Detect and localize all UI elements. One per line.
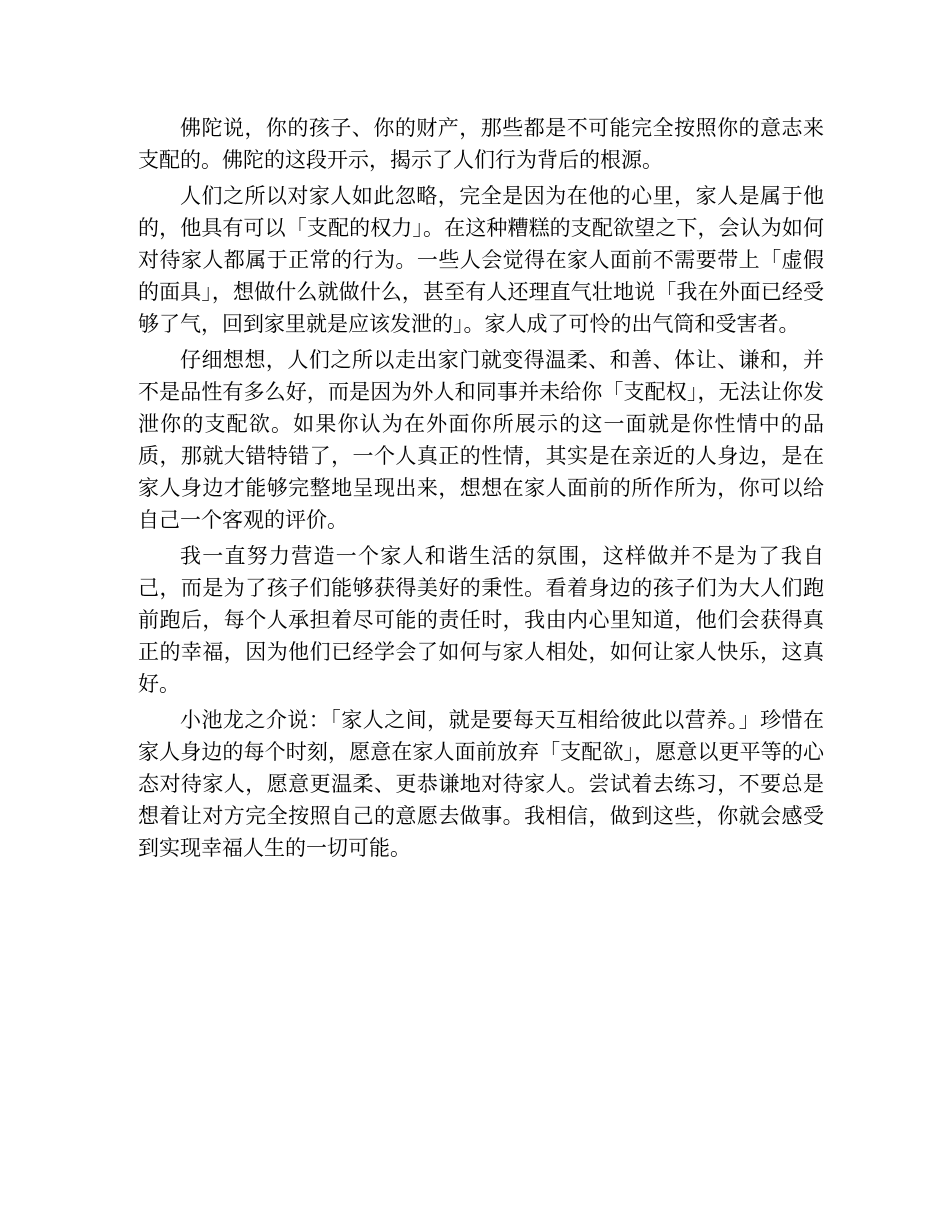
paragraph-3: 仔细想想，人们之所以走出家门就变得温柔、和善、体让、谦和，并不是品性有多么好，而是因为外人和同事并未给你「支配权」，无法让你发泄你的支配欲。如果你认为在外面你所展示的这一面就是你性情中的品质，那就大错特错了，一个人真正的性情，其实是在亲近的人身边，是在家人身边才能够完整地呈现出来，想想在家人面前的所作所为，你可以给自己一个客观的评价。 <box>138 348 824 532</box>
paragraph-5: 小池龙之介说：「家人之间，就是要每天互相给彼此以营养。」珍惜在家人身边的每个时刻，愿意在家人面前放弃「支配欲」，愿意以更平等的心态对待家人，愿意更温柔、更恭谦地对待家人。尝试着去练习，不要总是想着让对方完全按照自己的意愿去做事。我相信，做到这些，你就会感受到实现幸福人生的一切可能。 <box>138 708 824 860</box>
paragraph-1: 佛陀说，你的孩子、你的财产，那些都是不可能完全按照你的意志来支配的。佛陀的这段开示，揭示了人们行为背后的根源。 <box>138 116 824 172</box>
paragraph-2: 人们之所以对家人如此忽略，完全是因为在他的心里，家人是属于他的，他具有可以「支配的权力」。在这种糟糕的支配欲望之下，会认为如何对待家人都属于正常的行为。一些人会觉得在家人面前不需要带上「虚假的面具」，想做什么就做什么，甚至有人还理直气壮地说「我在外面已经受够了气，回到家里就是应该发泄的」。家人成了可怜的出气筒和受害者。 <box>138 184 824 336</box>
paragraph-4: 我一直努力营造一个家人和谐生活的氛围，这样做并不是为了我自己，而是为了孩子们能够获得美好的秉性。看着身边的孩子们为大人们跑前跑后，每个人承担着尽可能的责任时，我由内心里知道，他们会获得真正的幸福，因为他们已经学会了如何与家人相处，如何让家人快乐，这真好。 <box>138 544 824 696</box>
article-body <box>138 112 824 868</box>
